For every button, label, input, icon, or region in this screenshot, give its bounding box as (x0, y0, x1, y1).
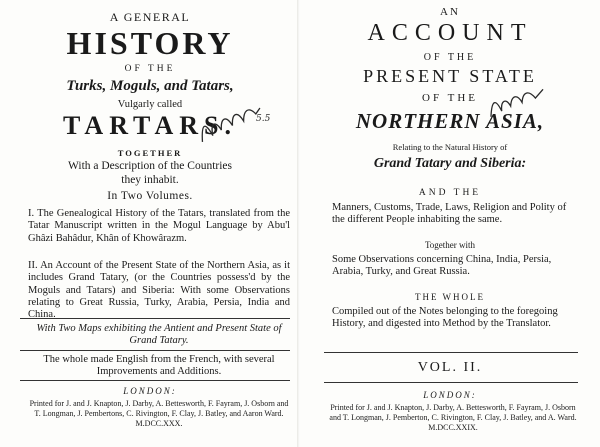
line-together: TOGETHER (117, 148, 183, 158)
line-grand-tatary: Grand Tatary and Siberia: (373, 156, 527, 171)
title-tartars: TARTARS. (63, 111, 237, 140)
line-a-general: A GENERAL (109, 10, 191, 24)
title-page-volume-2 (300, 0, 600, 447)
item-one: I. The Genealogical History of the Tatars, translated from the Tatar Manuscript written in the Mogul Language by Abu'l Ghâzi Bahâdur, Khân of Khowârazm. (28, 208, 290, 244)
imprint-city: LONDON: (123, 386, 177, 396)
compiled-paragraph: Compiled out of the Notes belonging to the foregoing History, and digested into Method by the Translator. (332, 306, 558, 330)
item-two: II. An Account of the Present State of the Northern Asia, as it includes Grand Tatary, (or the Countries possess'd by the Moguls and Tatars) and Siberia: With some Observations relating to Great Russia, Turky, Arabia, Persia, India and China. (28, 260, 290, 321)
line-two-volumes: In Two Volumes. (107, 190, 193, 202)
rule-top-maps (20, 318, 290, 319)
handwritten-shelfmark: 5.5 (256, 114, 271, 124)
line-inhabit: they inhabit. (121, 174, 179, 186)
line-vulgarly: Vulgarly called (117, 99, 183, 110)
title-history: HISTORY (66, 25, 234, 61)
manners-paragraph: Manners, Customs, Trade, Laws, Religion and Polity of the different People inhabiting the same. (332, 202, 567, 226)
line-of-the-1: OF THE (423, 52, 477, 63)
rule-bottom-volume (324, 382, 578, 383)
line-relating: Relating to the Natural History of (392, 142, 508, 152)
line-description: With a Description of the Countries (67, 160, 232, 172)
line-together-with: Together with (424, 240, 476, 250)
line-and-the: AND THE (418, 188, 482, 198)
line-the-whole: THE WHOLE (414, 292, 486, 302)
rule-top-volume (324, 352, 578, 353)
made-english-note: The whole made English from the French, with several Improvements and Additions. (43, 354, 275, 378)
rule-imprint (20, 380, 290, 381)
imprint-text: Printed for J. and J. Knapton, J. Darby, A. Bettesworth, F. Fayram, J. Osborn and T. Longman, J. Pembertons, C. Rivington, F. Clay, J. Batley, and Aaron Ward. M.DCC.XXX. (29, 399, 289, 428)
line-turks-moguls: Turks, Moguls, and Tatars, (66, 78, 234, 94)
imprint-city-2: LONDON: (423, 390, 477, 400)
line-of-the: OF THE (124, 64, 176, 74)
imprint-text-2: Printed for J. and J. Knapton, J. Darby, A. Bettesworth, F. Fayram, J. Osborn and T. Longman, J. Pemberton, C. Rivington, F. Clay, J. Batley, and A. Ward. M.DCC.XXIX. (329, 403, 577, 432)
maps-note: With Two Maps exhibiting the Antient and Present State of Grand Tatary. (36, 323, 282, 347)
title-account: ACCOUNT (367, 20, 533, 46)
title-present-state: PRESENT STATE (363, 66, 537, 86)
title-northern-asia: NORTHERN ASIA, (355, 109, 545, 133)
volume-number: VOL. II. (417, 360, 483, 375)
line-of-the-2: OF THE (422, 92, 478, 104)
observations-paragraph: Some Observations concerning China, India, Persia, Arabia, Turky, and Great Russia. (332, 254, 552, 278)
rule-bottom-maps (20, 350, 290, 351)
line-an: AN (440, 6, 460, 18)
